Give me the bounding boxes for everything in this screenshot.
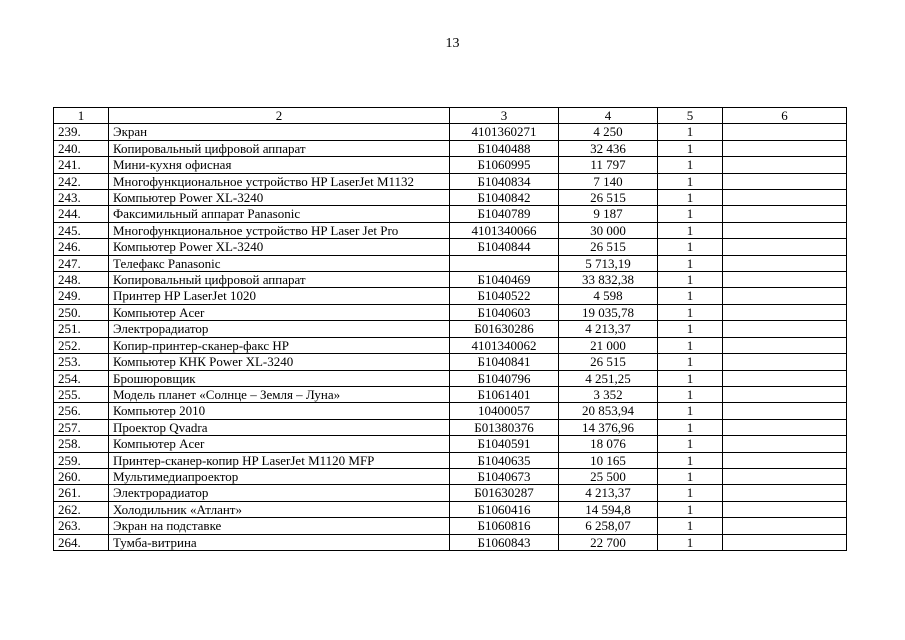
inventory-code: Б01380376 xyxy=(450,419,559,435)
item-value: 18 076 xyxy=(559,436,658,452)
item-value: 32 436 xyxy=(559,140,658,156)
item-name: Брошюровщик xyxy=(109,370,450,386)
row-number: 255. xyxy=(54,386,109,402)
item-quantity: 1 xyxy=(658,403,723,419)
item-value: 14 376,96 xyxy=(559,419,658,435)
table-row xyxy=(54,173,847,189)
table-row xyxy=(54,272,847,288)
item-quantity: 1 xyxy=(658,255,723,271)
table-row xyxy=(54,403,847,419)
item-note xyxy=(723,386,847,402)
table-row xyxy=(54,206,847,222)
row-number: 242. xyxy=(54,173,109,189)
table-row xyxy=(54,436,847,452)
row-number: 253. xyxy=(54,354,109,370)
item-name: Многофункциональное устройство HP Laser Jet Pro xyxy=(109,222,450,238)
inventory-code: 4101360271 xyxy=(450,124,559,140)
table-body xyxy=(54,108,847,551)
item-quantity: 1 xyxy=(658,485,723,501)
item-value: 26 515 xyxy=(559,354,658,370)
item-name: Холодильник «Атлант» xyxy=(109,501,450,517)
row-number: 256. xyxy=(54,403,109,419)
header-col-3: 3 xyxy=(450,108,559,124)
header-col-1: 1 xyxy=(54,108,109,124)
header-col-6: 6 xyxy=(723,108,847,124)
item-name: Компьютер 2010 xyxy=(109,403,450,419)
item-note xyxy=(723,436,847,452)
item-note xyxy=(723,518,847,534)
table-row xyxy=(54,419,847,435)
item-quantity: 1 xyxy=(658,518,723,534)
item-note xyxy=(723,370,847,386)
item-quantity: 1 xyxy=(658,304,723,320)
item-value: 7 140 xyxy=(559,173,658,189)
item-name: Копир-принтер-сканер-факс HP xyxy=(109,337,450,353)
inventory-table xyxy=(53,107,847,551)
table-row xyxy=(54,337,847,353)
page-number: 13 xyxy=(445,36,460,51)
header-col-2: 2 xyxy=(109,108,450,124)
inventory-code: Б1040673 xyxy=(450,468,559,484)
inventory-code: Б01630286 xyxy=(450,321,559,337)
item-quantity: 1 xyxy=(658,436,723,452)
table-row xyxy=(54,255,847,271)
item-quantity: 1 xyxy=(658,354,723,370)
table-row xyxy=(54,534,847,550)
item-name: Экран на подставке xyxy=(109,518,450,534)
inventory-code: Б1040591 xyxy=(450,436,559,452)
item-value: 10 165 xyxy=(559,452,658,468)
item-name: Копировальный цифровой аппарат xyxy=(109,140,450,156)
inventory-code: Б1060816 xyxy=(450,518,559,534)
item-value: 21 000 xyxy=(559,337,658,353)
table-row xyxy=(54,304,847,320)
row-number: 258. xyxy=(54,436,109,452)
table-row xyxy=(54,321,847,337)
inventory-code: Б1061401 xyxy=(450,386,559,402)
row-number: 264. xyxy=(54,534,109,550)
item-name: Компьютер Acer xyxy=(109,436,450,452)
item-quantity: 1 xyxy=(658,452,723,468)
table-row xyxy=(54,239,847,255)
item-value: 4 251,25 xyxy=(559,370,658,386)
item-name: Проектор Qvadra xyxy=(109,419,450,435)
item-name: Мультимедиапроектор xyxy=(109,468,450,484)
item-name: Компьютер Power XL-3240 xyxy=(109,190,450,206)
item-value: 33 832,38 xyxy=(559,272,658,288)
row-number: 261. xyxy=(54,485,109,501)
item-quantity: 1 xyxy=(658,337,723,353)
item-note xyxy=(723,501,847,517)
item-note xyxy=(723,222,847,238)
table-row xyxy=(54,386,847,402)
item-value: 11 797 xyxy=(559,157,658,173)
header-col-4: 4 xyxy=(559,108,658,124)
inventory-code: Б1040522 xyxy=(450,288,559,304)
item-name: Принтер HP LaserJet 1020 xyxy=(109,288,450,304)
table-row xyxy=(54,124,847,140)
item-note xyxy=(723,206,847,222)
inventory-code: Б1060843 xyxy=(450,534,559,550)
table-row xyxy=(54,518,847,534)
row-number: 250. xyxy=(54,304,109,320)
item-name: Компьютер КНК Power XL-3240 xyxy=(109,354,450,370)
item-quantity: 1 xyxy=(658,190,723,206)
item-value: 4 250 xyxy=(559,124,658,140)
item-note xyxy=(723,403,847,419)
row-number: 251. xyxy=(54,321,109,337)
inventory-code: Б1040603 xyxy=(450,304,559,320)
inventory-code: Б1040469 xyxy=(450,272,559,288)
item-quantity: 1 xyxy=(658,157,723,173)
inventory-code: Б1040789 xyxy=(450,206,559,222)
item-value: 9 187 xyxy=(559,206,658,222)
inventory-code: Б1040834 xyxy=(450,173,559,189)
item-note xyxy=(723,239,847,255)
item-quantity: 1 xyxy=(658,206,723,222)
item-value: 25 500 xyxy=(559,468,658,484)
row-number: 239. xyxy=(54,124,109,140)
item-value: 4 213,37 xyxy=(559,485,658,501)
item-note xyxy=(723,485,847,501)
row-number: 252. xyxy=(54,337,109,353)
item-name: Электрорадиатор xyxy=(109,485,450,501)
inventory-code: 4101340066 xyxy=(450,222,559,238)
item-quantity: 1 xyxy=(658,501,723,517)
item-note xyxy=(723,304,847,320)
row-number: 240. xyxy=(54,140,109,156)
item-value: 30 000 xyxy=(559,222,658,238)
item-value: 26 515 xyxy=(559,190,658,206)
item-value: 6 258,07 xyxy=(559,518,658,534)
table-row xyxy=(54,222,847,238)
item-quantity: 1 xyxy=(658,468,723,484)
table-row xyxy=(54,452,847,468)
row-number: 249. xyxy=(54,288,109,304)
table-header-row xyxy=(54,108,847,124)
inventory-code: Б1040842 xyxy=(450,190,559,206)
item-quantity: 1 xyxy=(658,222,723,238)
item-quantity: 1 xyxy=(658,321,723,337)
item-note xyxy=(723,419,847,435)
row-number: 259. xyxy=(54,452,109,468)
item-note xyxy=(723,288,847,304)
row-number: 241. xyxy=(54,157,109,173)
row-number: 262. xyxy=(54,501,109,517)
item-note xyxy=(723,190,847,206)
row-number: 243. xyxy=(54,190,109,206)
item-quantity: 1 xyxy=(658,140,723,156)
table-row xyxy=(54,190,847,206)
table-row xyxy=(54,370,847,386)
item-name: Принтер-сканер-копир HP LaserJet M1120 MFP xyxy=(109,452,450,468)
inventory-code: Б1060995 xyxy=(450,157,559,173)
inventory-code: Б01630287 xyxy=(450,485,559,501)
item-note xyxy=(723,255,847,271)
item-value: 14 594,8 xyxy=(559,501,658,517)
item-name: Факсимильный аппарат Panasonic xyxy=(109,206,450,222)
item-note xyxy=(723,272,847,288)
item-value: 3 352 xyxy=(559,386,658,402)
inventory-code: Б1060416 xyxy=(450,501,559,517)
row-number: 257. xyxy=(54,419,109,435)
table-row xyxy=(54,468,847,484)
inventory-code: 4101340062 xyxy=(450,337,559,353)
item-quantity: 1 xyxy=(658,386,723,402)
inventory-code: 10400057 xyxy=(450,403,559,419)
item-name: Компьютер Acer xyxy=(109,304,450,320)
item-quantity: 1 xyxy=(658,124,723,140)
item-name: Многофункциональное устройство HP LaserJet M1132 xyxy=(109,173,450,189)
item-quantity: 1 xyxy=(658,272,723,288)
inventory-code: Б1040844 xyxy=(450,239,559,255)
row-number: 254. xyxy=(54,370,109,386)
inventory-code: Б1040488 xyxy=(450,140,559,156)
item-note xyxy=(723,157,847,173)
item-quantity: 1 xyxy=(658,534,723,550)
item-quantity: 1 xyxy=(658,419,723,435)
item-value: 4 213,37 xyxy=(559,321,658,337)
row-number: 247. xyxy=(54,255,109,271)
row-number: 248. xyxy=(54,272,109,288)
item-quantity: 1 xyxy=(658,173,723,189)
table-row xyxy=(54,140,847,156)
row-number: 263. xyxy=(54,518,109,534)
item-quantity: 1 xyxy=(658,370,723,386)
inventory-code xyxy=(450,255,559,271)
table-row xyxy=(54,501,847,517)
item-quantity: 1 xyxy=(658,239,723,255)
item-value: 19 035,78 xyxy=(559,304,658,320)
item-quantity: 1 xyxy=(658,288,723,304)
item-name: Мини-кухня офисная xyxy=(109,157,450,173)
item-name: Модель планет «Солнце – Земля – Луна» xyxy=(109,386,450,402)
row-number: 260. xyxy=(54,468,109,484)
table-row xyxy=(54,485,847,501)
inventory-code: Б1040841 xyxy=(450,354,559,370)
header-col-5: 5 xyxy=(658,108,723,124)
inventory-code: Б1040635 xyxy=(450,452,559,468)
item-note xyxy=(723,534,847,550)
item-name: Компьютер Power XL-3240 xyxy=(109,239,450,255)
inventory-code: Б1040796 xyxy=(450,370,559,386)
item-name: Электрорадиатор xyxy=(109,321,450,337)
item-note xyxy=(723,321,847,337)
item-name: Тумба-витрина xyxy=(109,534,450,550)
item-value: 5 713,19 xyxy=(559,255,658,271)
row-number: 244. xyxy=(54,206,109,222)
item-note xyxy=(723,468,847,484)
item-value: 22 700 xyxy=(559,534,658,550)
item-note xyxy=(723,452,847,468)
item-name: Экран xyxy=(109,124,450,140)
item-note xyxy=(723,140,847,156)
item-name: Копировальный цифровой аппарат xyxy=(109,272,450,288)
row-number: 246. xyxy=(54,239,109,255)
row-number: 245. xyxy=(54,222,109,238)
table-row xyxy=(54,354,847,370)
item-note xyxy=(723,354,847,370)
item-value: 4 598 xyxy=(559,288,658,304)
item-note xyxy=(723,173,847,189)
table-row xyxy=(54,288,847,304)
table-row xyxy=(54,157,847,173)
item-name: Телефакс Panasonic xyxy=(109,255,450,271)
item-note xyxy=(723,124,847,140)
item-value: 26 515 xyxy=(559,239,658,255)
item-value: 20 853,94 xyxy=(559,403,658,419)
item-note xyxy=(723,337,847,353)
